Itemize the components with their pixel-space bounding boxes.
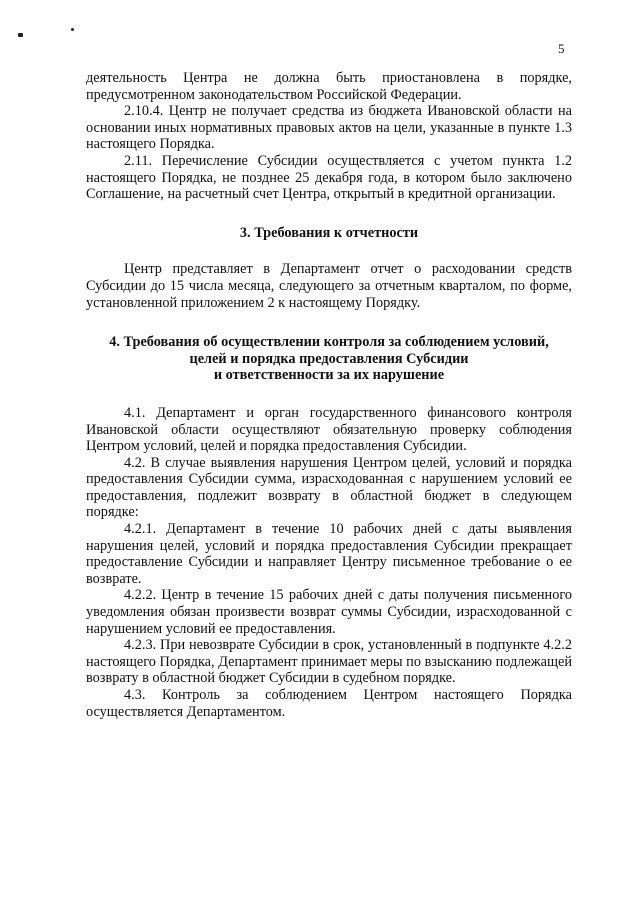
paragraph-continuation: деятельность Центра не должна быть приостановлена в порядке, предусмотренном законодательством Российской Федерации.: [86, 70, 572, 103]
section-4-heading: [86, 334, 572, 384]
section-4-heading-line-3: и ответственности за их нарушение: [213, 367, 445, 384]
scan-artifact-dot: [71, 28, 74, 31]
document-body: [86, 70, 572, 720]
section-4-heading-line-2: целей и порядка предоставления Субсидии: [189, 350, 469, 367]
paragraph-4-2-1: 4.2.1. Департамент в течение 10 рабочих дней с даты выявления нарушения целей, условий и порядка предоставления Субсидии прекращает предоставление Субсидии и направляет Центру письменное требование о ее возврате.: [86, 521, 572, 587]
paragraph-4-2-2: 4.2.2. Центр в течение 15 рабочих дней с даты получения письменного уведомления обязан произвести возврат суммы Субсидии, израсходованной с нарушением условий ее предоставления.: [86, 587, 572, 637]
page-number: 5: [558, 41, 565, 56]
paragraph-4-1: 4.1. Департамент и орган государственного финансового контроля Ивановской области осуществляют обязательную проверку соблюдения Центром условий, целей и порядка предоставления Субсидии.: [86, 404, 572, 455]
paragraph-4-2: 4.2. В случае выявления нарушения Центром целей, условий и порядка предоставления Субсидии сумма, израсходованная с нарушением условий ее предоставления, подлежит возврату в областной бюджет в следующем порядке:: [86, 454, 572, 521]
paragraph-4-2-3: 4.2.3. При невозврате Субсидии в срок, установленный в подпункте 4.2.2 настоящего Порядка, Департамент принимает меры по взысканию подлежащей возврату в областной бюджет Субсидии в судебном порядке.: [86, 637, 572, 687]
paragraph-2-11: 2.11. Перечисление Субсидии осуществляется с учетом пункта 1.2 настоящего Порядка, не позднее 25 декабря года, в котором было заключено Соглашение, на расчетный счет Центра, открытый в кредитной организации.: [86, 152, 572, 203]
paragraph-section-3: Центр представляет в Департамент отчет о расходовании средств Субсидии до 15 числа месяца, следующего за отчетным кварталом, по форме, установленной приложением 2 к настоящему Порядку.: [86, 261, 572, 311]
section-3-heading: 3. Требования к отчетности: [239, 224, 419, 241]
paragraph-2-10-4: 2.10.4. Центр не получает средства из бюджета Ивановской области на основании иных нормативных правовых актов на цели, указанные в пункте 1.3 настоящего Порядка.: [86, 103, 572, 153]
section-4-heading-line-1: 4. Требования об осуществлении контроля за соблюдением условий,: [109, 334, 549, 351]
scan-artifact-mark: [18, 33, 23, 37]
paragraph-4-3: 4.3. Контроль за соблюдением Центром настоящего Порядка осуществляется Департаментом.: [86, 687, 572, 720]
